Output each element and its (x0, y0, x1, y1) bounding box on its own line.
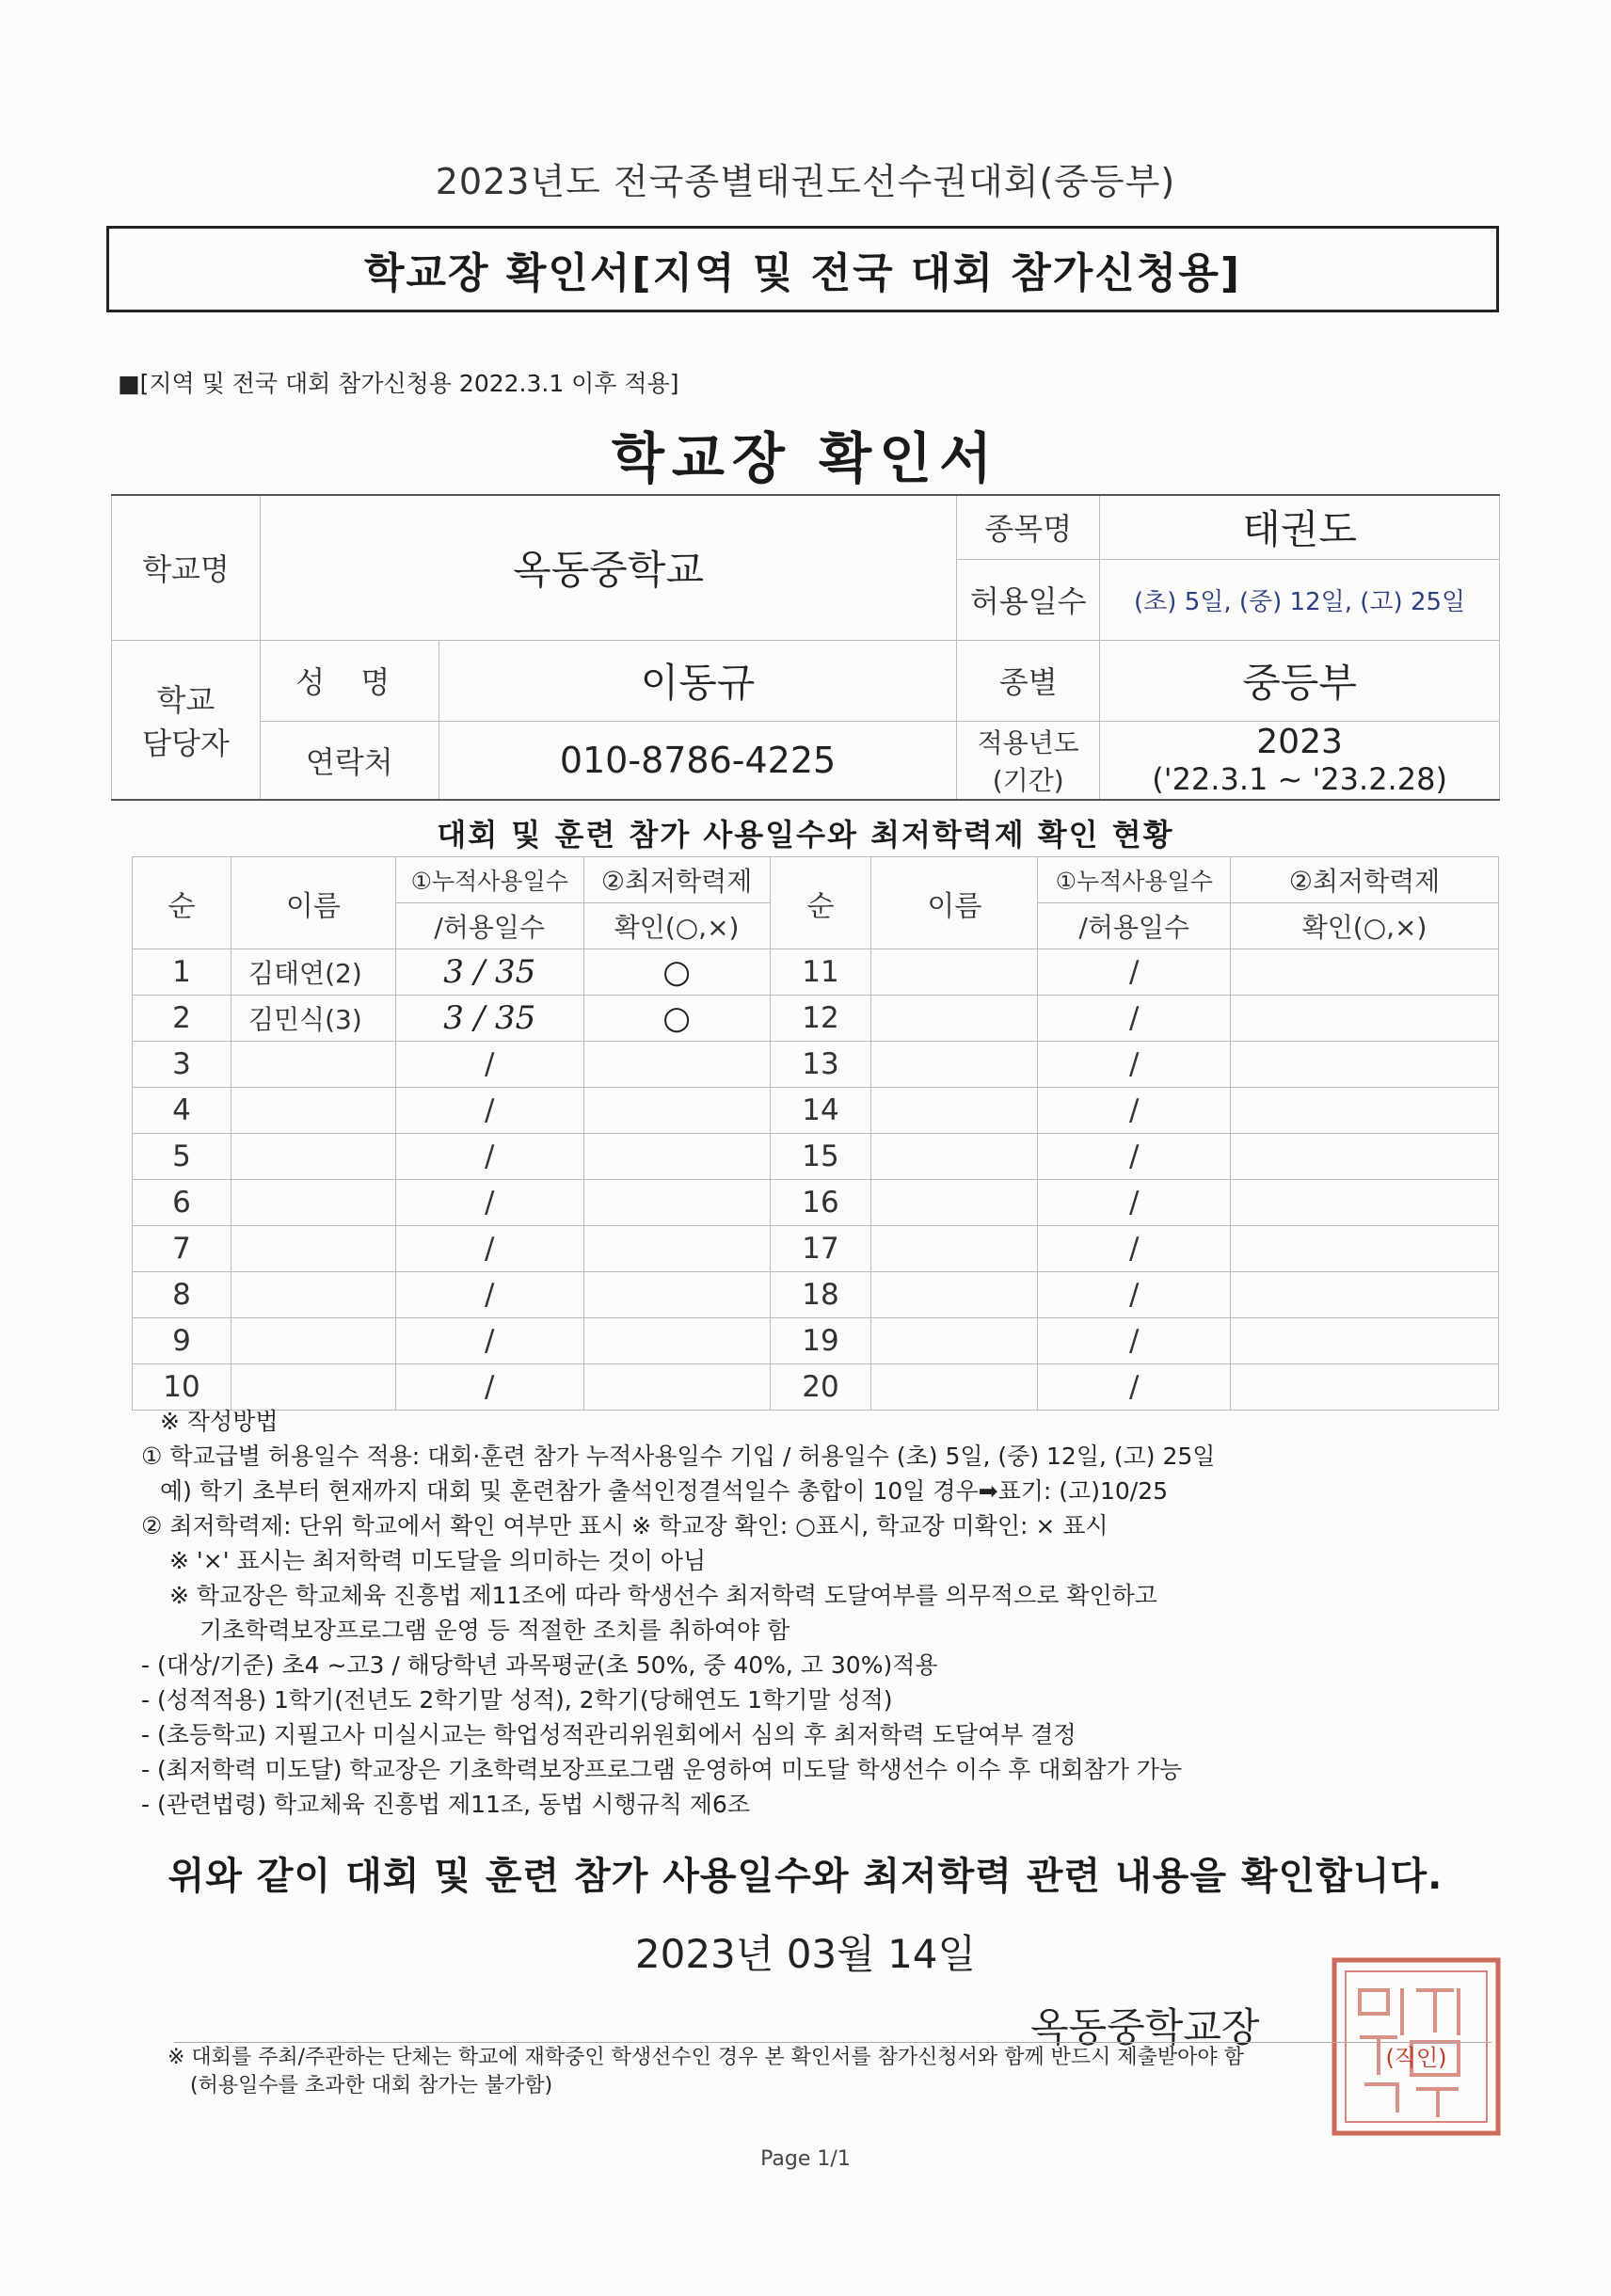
min-check (583, 1134, 770, 1180)
table-row (133, 996, 1499, 1042)
min-check (1231, 1180, 1499, 1226)
min-check (1231, 1318, 1499, 1364)
min-check (583, 1180, 770, 1226)
min-check: ○ (583, 949, 770, 996)
student-name (871, 1226, 1038, 1272)
header-seq-left: 순 (133, 857, 231, 949)
student-name (231, 1180, 395, 1226)
student-name (871, 1180, 1038, 1226)
official-seal-icon (1327, 1953, 1506, 2141)
header-confirm-right: 확인(○,×) (1231, 903, 1499, 949)
category-value: 중등부 (1100, 640, 1500, 721)
used-days: / (1038, 1180, 1231, 1226)
table-row (133, 1042, 1499, 1088)
used-days: / (1038, 1134, 1231, 1180)
instruction-line: - (대상/기준) 초4 ~고3 / 해당학년 과목평균(초 50%, 중 40%, 고 30%)적용 (141, 1651, 938, 1679)
student-name: 김태연(2) (231, 949, 395, 996)
student-name (231, 1272, 395, 1318)
phone-label: 연락처 (260, 721, 439, 800)
confirmation-statement: 위와 같이 대회 및 훈련 참가 사용일수와 최저학력 관련 내용을 확인합니다. (167, 1855, 1444, 1898)
student-name (231, 1318, 395, 1364)
row-number: 1 (133, 949, 231, 996)
used-days: / (1038, 1042, 1231, 1088)
row-number: 10 (133, 1364, 231, 1411)
used-days: / (395, 1088, 583, 1134)
footnote (167, 2044, 1244, 2100)
table-row (133, 1318, 1499, 1364)
used-days: / (395, 1134, 583, 1180)
used-days: 3 / 35 (395, 949, 583, 996)
row-number: 14 (770, 1088, 871, 1134)
min-check (583, 1042, 770, 1088)
row-number: 2 (133, 996, 231, 1042)
row-number: 13 (770, 1042, 871, 1088)
school-label: 학교명 (112, 495, 261, 640)
header-confirm-left: 확인(○,×) (583, 903, 770, 949)
student-name (231, 1134, 395, 1180)
instruction-line: ※ 작성방법 (160, 1408, 279, 1435)
issue-date: 2023년 03월 14일 (634, 1931, 977, 1977)
contact-person-label-line2: 담당자 (142, 725, 230, 761)
year-value (1100, 721, 1500, 800)
main-title: 학교장 확인서 (611, 426, 1000, 490)
header-min-left: ②최저학력제 (583, 857, 770, 903)
student-name (231, 1088, 395, 1134)
name-label: 성 명 (260, 640, 439, 721)
principal-name: 옥동중학교장 (1030, 2004, 1260, 2050)
min-check (1231, 1226, 1499, 1272)
seal-label: (직인) (1385, 2045, 1447, 2071)
student-name (871, 1088, 1038, 1134)
row-number: 19 (770, 1318, 871, 1364)
student-name (231, 1226, 395, 1272)
divider (174, 2042, 1491, 2043)
min-check (1231, 1088, 1499, 1134)
instruction-line: ② 최저학력제: 단위 학교에서 확인 여부만 표시 ※ 학교장 확인: ○표시, 학교장 미확인: × 표시 (141, 1512, 1109, 1539)
header-used-right: ①누적사용일수 (1038, 857, 1231, 903)
used-days: / (1038, 1088, 1231, 1134)
row-number: 5 (133, 1134, 231, 1180)
allowed-days-label: 허용일수 (957, 559, 1100, 640)
row-number: 18 (770, 1272, 871, 1318)
min-check (1231, 1042, 1499, 1088)
table-row (133, 1134, 1499, 1180)
event-title: 2023년도 전국종별태권도선수권대회(중등부) (435, 161, 1176, 202)
row-number: 8 (133, 1272, 231, 1318)
used-days: / (1038, 1272, 1231, 1318)
header-seq-right: 순 (770, 857, 871, 949)
min-check (1231, 996, 1499, 1042)
used-days: 3 / 35 (395, 996, 583, 1042)
table-row (133, 1272, 1499, 1318)
section-title: 대회 및 훈련 참가 사용일수와 최저학력제 확인 현황 (437, 817, 1174, 853)
year-label-line2: (기간) (992, 764, 1064, 796)
instruction-line: - (성적적용) 1학기(전년도 2학기말 성적), 2학기(당해연도 1학기말 성적) (141, 1686, 893, 1714)
contact-person-label (112, 640, 261, 800)
sport-value: 태권도 (1100, 495, 1500, 559)
instruction-line: 예) 학기 초부터 현재까지 대회 및 훈련참가 출석인정결석일수 총합이 10일 경우➡표기: (고)10/25 (160, 1477, 1169, 1505)
used-days: / (395, 1226, 583, 1272)
document-title-box: 학교장 확인서[지역 및 전국 대회 참가신청용] (106, 226, 1499, 312)
header-name-left: 이름 (231, 857, 395, 949)
student-name (871, 996, 1038, 1042)
header-name-right: 이름 (871, 857, 1038, 949)
row-number: 20 (770, 1364, 871, 1411)
phone-value: 010-8786-4225 (439, 721, 957, 800)
min-check (1231, 949, 1499, 996)
used-days: / (1038, 949, 1231, 996)
table-row (133, 1088, 1499, 1134)
row-number: 16 (770, 1180, 871, 1226)
sport-label: 종목명 (957, 495, 1100, 559)
used-days: / (395, 1272, 583, 1318)
category-label: 종별 (957, 640, 1100, 721)
min-check: ○ (583, 996, 770, 1042)
min-check (583, 1226, 770, 1272)
info-table (111, 494, 1500, 801)
row-number: 12 (770, 996, 871, 1042)
year-period: ('22.3.1 ~ '23.2.28) (1152, 761, 1447, 798)
used-days: / (395, 1042, 583, 1088)
allowed-days-value: (초) 5일, (중) 12일, (고) 25일 (1100, 559, 1500, 640)
row-number: 6 (133, 1180, 231, 1226)
row-number: 9 (133, 1318, 231, 1364)
used-days: / (395, 1318, 583, 1364)
name-value: 이동규 (439, 640, 957, 721)
used-days: / (395, 1180, 583, 1226)
table-row (133, 1226, 1499, 1272)
student-name (871, 949, 1038, 996)
min-check (583, 1318, 770, 1364)
student-name (871, 1272, 1038, 1318)
footnote-line1: ※ 대회를 주최/주관하는 단체는 학교에 재학중인 학생선수인 경우 본 확인서를 참가신청서와 함께 반드시 제출받아야 함 (167, 2046, 1244, 2069)
row-number: 11 (770, 949, 871, 996)
instruction-line: 기초학력보장프로그램 운영 등 적절한 조치를 취하여야 함 (199, 1617, 790, 1644)
row-number: 7 (133, 1226, 231, 1272)
used-days: / (1038, 996, 1231, 1042)
used-days: / (1038, 1364, 1231, 1411)
year-label (957, 721, 1100, 800)
page-number: Page 1/1 (760, 2147, 851, 2171)
min-check (583, 1088, 770, 1134)
instruction-line: - (최저학력 미도달) 학교장은 기초학력보장프로그램 운영하여 미도달 학생선수 이수 후 대회참가 가능 (141, 1756, 1183, 1783)
applicability-note: ■[지역 및 전국 대회 참가신청용 2022.3.1 이후 적용] (118, 370, 679, 397)
table-row (133, 949, 1499, 996)
year-number: 2023 (1256, 723, 1343, 762)
instruction-line: ※ 학교장은 학교체육 진흥법 제11조에 따라 학생선수 최저학력 도달여부를 의무적으로 확인하고 (169, 1582, 1157, 1609)
header-allowed-right: /허용일수 (1038, 903, 1231, 949)
min-check (1231, 1134, 1499, 1180)
school-value: 옥동중학교 (260, 495, 956, 640)
used-days: / (395, 1364, 583, 1411)
student-name (871, 1134, 1038, 1180)
instruction-line: ① 학교급별 허용일수 적용: 대회·훈련 참가 누적사용일수 기입 / 허용일수 (초) 5일, (중) 12일, (고) 25일 (141, 1443, 1216, 1470)
table-row (133, 1180, 1499, 1226)
instruction-line: ※ '×' 표시는 최저학력 미도달을 의미하는 것이 아님 (169, 1547, 707, 1574)
min-check (583, 1272, 770, 1318)
footnote-line2: (허용일수를 초과한 대회 참가는 불가함) (190, 2074, 553, 2097)
contact-person-label-line1: 학교 (156, 681, 215, 718)
row-number: 17 (770, 1226, 871, 1272)
student-name: 김민식(3) (231, 996, 395, 1042)
instructions (141, 1404, 1534, 1822)
row-number: 4 (133, 1088, 231, 1134)
student-name (231, 1042, 395, 1088)
student-name (871, 1318, 1038, 1364)
student-name (871, 1042, 1038, 1088)
instruction-line: - (초등학교) 지필고사 미실시교는 학업성적관리위원회에서 심의 후 최저학력 도달여부 결정 (141, 1721, 1077, 1748)
min-check (1231, 1272, 1499, 1318)
participation-table (132, 856, 1499, 1411)
header-min-right: ②최저학력제 (1231, 857, 1499, 903)
header-used-left: ①누적사용일수 (395, 857, 583, 903)
row-number: 15 (770, 1134, 871, 1180)
used-days: / (1038, 1226, 1231, 1272)
row-number: 3 (133, 1042, 231, 1088)
instruction-line: - (관련법령) 학교체육 진흥법 제11조, 동법 시행규칙 제6조 (141, 1791, 750, 1818)
header-allowed-left: /허용일수 (395, 903, 583, 949)
year-label-line1: 적용년도 (977, 726, 1079, 758)
used-days: / (1038, 1318, 1231, 1364)
